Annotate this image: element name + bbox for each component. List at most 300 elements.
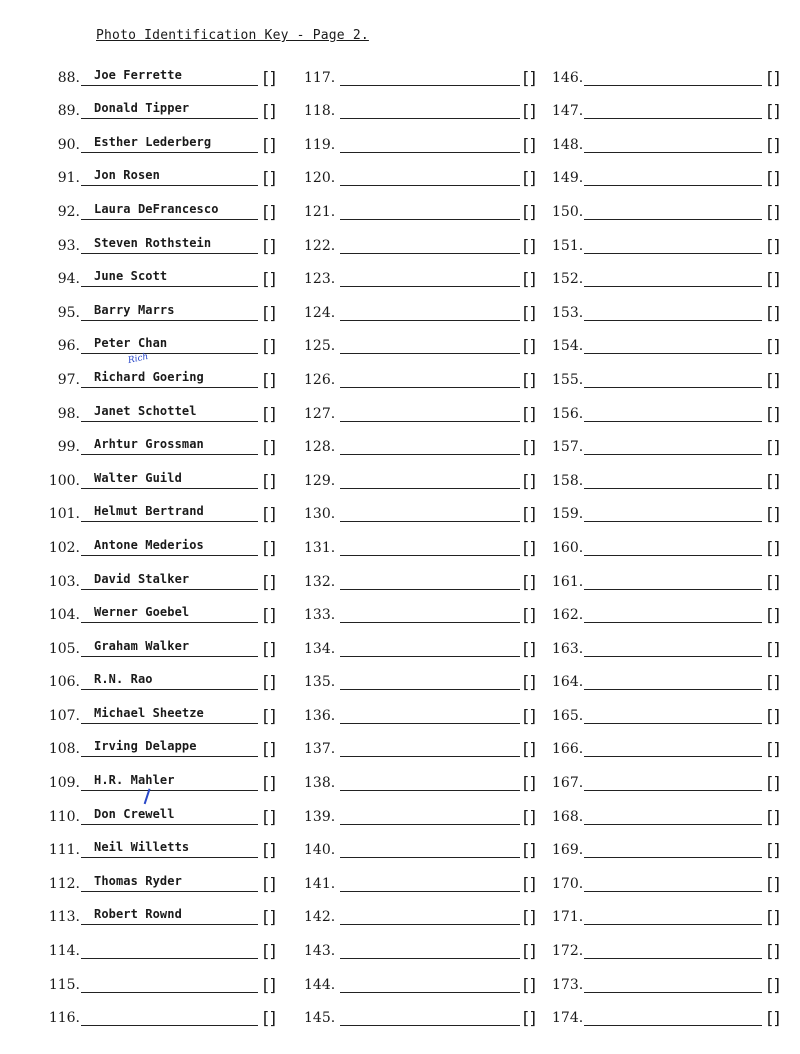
entry-number: 121.: [304, 203, 336, 220]
entry-number: 114.: [48, 943, 80, 960]
entry-number: 136.: [304, 707, 336, 724]
entry-row: [304, 58, 540, 92]
entry-number: 116.: [48, 1010, 80, 1027]
checkbox[interactable]: []: [522, 102, 536, 123]
name-underline: [340, 118, 520, 119]
checkbox[interactable]: []: [522, 908, 536, 929]
checkbox[interactable]: []: [766, 942, 780, 963]
entry-row: [304, 931, 540, 965]
checkbox[interactable]: []: [766, 774, 780, 795]
checkbox[interactable]: []: [522, 975, 536, 996]
entry-row: [304, 226, 540, 260]
checkbox[interactable]: []: [766, 337, 780, 358]
name-underline: [81, 589, 258, 590]
entry-row: [48, 763, 280, 797]
entry-number: 113.: [48, 909, 80, 926]
checkbox[interactable]: []: [262, 874, 276, 895]
checkbox[interactable]: []: [522, 471, 536, 492]
checkbox[interactable]: []: [262, 169, 276, 190]
name-underline: [584, 118, 762, 119]
entry-row: [48, 663, 280, 697]
entry-row: [304, 965, 540, 999]
checkbox[interactable]: []: [522, 337, 536, 358]
entry-number: 118.: [304, 103, 336, 120]
name-underline: [340, 185, 520, 186]
name-underline: [584, 924, 762, 925]
name-underline: [340, 85, 520, 86]
entry-name: Werner Goebel: [94, 605, 190, 620]
checkbox[interactable]: []: [262, 68, 276, 89]
checkbox[interactable]: []: [766, 202, 780, 223]
checkbox[interactable]: []: [262, 202, 276, 223]
name-underline: [81, 253, 258, 254]
name-underline: [584, 589, 762, 590]
entry-row: [48, 797, 280, 831]
entry-number: 88.: [57, 69, 80, 86]
name-underline: [584, 656, 762, 657]
entry-row: [48, 629, 280, 663]
entry-row: [48, 831, 280, 865]
entry-row: [304, 898, 540, 932]
entry-row: [552, 192, 788, 226]
checkbox[interactable]: []: [766, 370, 780, 391]
entry-row: [48, 260, 280, 294]
name-underline: [340, 824, 520, 825]
entry-name: Helmut Bertrand: [94, 504, 204, 519]
page-title: Photo Identification Key - Page 2.: [96, 28, 369, 43]
checkbox[interactable]: []: [766, 270, 780, 291]
name-underline: [340, 421, 520, 422]
name-underline: [81, 723, 258, 724]
entry-number: 89.: [57, 103, 80, 120]
checkbox[interactable]: []: [766, 404, 780, 425]
entry-row: [304, 192, 540, 226]
entry-number: 106.: [48, 674, 80, 691]
checkbox[interactable]: []: [522, 1009, 536, 1030]
checkbox[interactable]: []: [522, 807, 536, 828]
checkbox[interactable]: []: [262, 740, 276, 761]
checkbox[interactable]: []: [262, 370, 276, 391]
name-underline: [584, 286, 762, 287]
checkbox[interactable]: []: [766, 572, 780, 593]
name-underline: [340, 253, 520, 254]
checkbox[interactable]: []: [522, 673, 536, 694]
entry-row: [48, 931, 280, 965]
name-underline: [81, 454, 258, 455]
entry-name: R.N. Rao: [94, 672, 153, 687]
checkbox[interactable]: []: [766, 807, 780, 828]
name-underline: [340, 488, 520, 489]
handwritten-note: Rich: [127, 351, 150, 367]
checkbox[interactable]: []: [262, 807, 276, 828]
column-3: [552, 58, 788, 1032]
name-underline: [584, 958, 762, 959]
entry-row: [304, 730, 540, 764]
entry-row: [48, 696, 280, 730]
entry-number: 172.: [552, 943, 584, 960]
name-underline: [81, 118, 258, 119]
entry-name: Richard Goering: [94, 369, 204, 384]
checkbox[interactable]: []: [522, 169, 536, 190]
checkbox[interactable]: []: [262, 505, 276, 526]
checkbox[interactable]: []: [262, 471, 276, 492]
name-underline: [584, 185, 762, 186]
entry-number: 157.: [552, 439, 584, 456]
entry-name: Barry Marrs: [94, 302, 175, 317]
entry-number: 134.: [304, 640, 336, 657]
entry-number: 120.: [304, 170, 336, 187]
entry-row: [552, 226, 788, 260]
entry-name: Laura DeFrancesco: [94, 201, 219, 216]
entry-name: Esther Lederberg: [94, 134, 212, 149]
checkbox[interactable]: []: [522, 438, 536, 459]
entry-number: 138.: [304, 775, 336, 792]
entry-row: [304, 663, 540, 697]
checkbox[interactable]: []: [522, 774, 536, 795]
name-underline: [340, 790, 520, 791]
entry-row: [552, 696, 788, 730]
name-underline: [340, 387, 520, 388]
entry-row: [304, 327, 540, 361]
entry-row: [552, 596, 788, 630]
checkbox[interactable]: []: [262, 438, 276, 459]
checkbox[interactable]: []: [766, 975, 780, 996]
entry-row: [552, 58, 788, 92]
checkbox[interactable]: []: [262, 102, 276, 123]
entry-number: 128.: [304, 439, 336, 456]
entry-row: [552, 965, 788, 999]
checkbox[interactable]: []: [262, 639, 276, 660]
entry-row: [48, 898, 280, 932]
entry-row: [552, 159, 788, 193]
checkbox[interactable]: []: [262, 942, 276, 963]
checkbox[interactable]: []: [522, 202, 536, 223]
checkbox[interactable]: []: [766, 303, 780, 324]
entry-row: [304, 629, 540, 663]
entry-row: [48, 495, 280, 529]
entry-number: 126.: [304, 371, 336, 388]
entry-number: 110.: [48, 808, 80, 825]
entry-name: Robert Rownd: [94, 907, 182, 922]
checkbox[interactable]: []: [262, 774, 276, 795]
entry-name: Antone Mederios: [94, 537, 204, 552]
checkbox[interactable]: []: [262, 538, 276, 559]
checkbox[interactable]: []: [522, 706, 536, 727]
checkbox[interactable]: []: [522, 68, 536, 89]
entry-row: [304, 260, 540, 294]
entry-number: 146.: [552, 69, 584, 86]
entry-name: Janet Schottel: [94, 403, 197, 418]
name-underline: [584, 992, 762, 993]
checkbox[interactable]: []: [522, 236, 536, 257]
entry-name: Joe Ferrette: [94, 67, 182, 82]
entry-row: [48, 999, 280, 1033]
checkbox[interactable]: []: [766, 706, 780, 727]
name-underline: [340, 689, 520, 690]
name-underline: [584, 1025, 762, 1026]
entry-row: [552, 260, 788, 294]
entry-row: [552, 831, 788, 865]
name-underline: [81, 387, 258, 388]
name-underline: [340, 958, 520, 959]
name-underline: [81, 286, 258, 287]
entry-number: 169.: [552, 842, 584, 859]
entry-row: [552, 663, 788, 697]
checkbox[interactable]: []: [262, 236, 276, 257]
name-underline: [584, 723, 762, 724]
entry-number: 97.: [57, 371, 80, 388]
checkbox[interactable]: []: [262, 908, 276, 929]
entry-number: 143.: [304, 943, 336, 960]
entry-name: Irving Delappe: [94, 739, 197, 754]
entry-row: [304, 159, 540, 193]
name-underline: [340, 353, 520, 354]
name-underline: [81, 756, 258, 757]
entry-number: 141.: [304, 875, 336, 892]
entry-number: 108.: [48, 741, 80, 758]
name-underline: [340, 286, 520, 287]
checkbox[interactable]: []: [262, 404, 276, 425]
checkbox[interactable]: []: [766, 236, 780, 257]
entry-name: Michael Sheetze: [94, 705, 204, 720]
checkbox[interactable]: []: [766, 841, 780, 862]
name-underline: [584, 85, 762, 86]
entry-row: [48, 226, 280, 260]
checkbox[interactable]: []: [522, 505, 536, 526]
checkbox[interactable]: []: [766, 471, 780, 492]
entry-number: 107.: [48, 707, 80, 724]
entry-row: [552, 461, 788, 495]
name-underline: [81, 353, 258, 354]
checkbox[interactable]: []: [766, 908, 780, 929]
name-underline: [81, 521, 258, 522]
entry-number: 154.: [552, 338, 584, 355]
checkbox[interactable]: []: [766, 538, 780, 559]
entry-row: [552, 428, 788, 462]
checkbox[interactable]: []: [262, 135, 276, 156]
entry-row: [552, 495, 788, 529]
entry-number: 153.: [552, 304, 584, 321]
name-underline: [584, 421, 762, 422]
name-underline: [81, 958, 258, 959]
checkbox[interactable]: []: [766, 606, 780, 627]
entry-row: [48, 965, 280, 999]
checkbox[interactable]: []: [766, 169, 780, 190]
name-underline: [584, 387, 762, 388]
checkbox[interactable]: []: [522, 135, 536, 156]
entry-row: [304, 495, 540, 529]
name-underline: [584, 622, 762, 623]
entry-name: H.R. Mahler: [94, 773, 175, 788]
entry-number: 112.: [48, 875, 80, 892]
entry-row: [552, 327, 788, 361]
name-underline: [584, 521, 762, 522]
entry-number: 102.: [48, 539, 80, 556]
checkbox[interactable]: []: [522, 370, 536, 391]
entry-name: Arhtur Grossman: [94, 437, 204, 452]
entry-number: 155.: [552, 371, 584, 388]
entry-number: 119.: [304, 136, 336, 153]
name-underline: [584, 891, 762, 892]
checkbox[interactable]: []: [262, 706, 276, 727]
name-underline: [584, 790, 762, 791]
name-underline: [81, 320, 258, 321]
name-underline: [81, 152, 258, 153]
entry-number: 149.: [552, 170, 584, 187]
entry-number: 166.: [552, 741, 584, 758]
entry-number: 147.: [552, 103, 584, 120]
entry-row: [48, 159, 280, 193]
entry-row: [48, 125, 280, 159]
entry-row: [552, 797, 788, 831]
checkbox[interactable]: []: [522, 572, 536, 593]
entry-row: [304, 528, 540, 562]
entry-row: [48, 864, 280, 898]
entry-number: 160.: [552, 539, 584, 556]
entry-row: [552, 730, 788, 764]
name-underline: [81, 1025, 258, 1026]
checkbox[interactable]: []: [766, 673, 780, 694]
entry-number: 96.: [57, 338, 80, 355]
checkbox[interactable]: []: [766, 438, 780, 459]
checkbox[interactable]: []: [262, 975, 276, 996]
entry-number: 115.: [48, 976, 80, 993]
checkbox[interactable]: []: [262, 841, 276, 862]
entry-number: 122.: [304, 237, 336, 254]
entry-number: 174.: [552, 1010, 584, 1027]
entry-number: 95.: [57, 304, 80, 321]
entry-row: [48, 461, 280, 495]
checkbox[interactable]: []: [766, 102, 780, 123]
checkbox[interactable]: []: [766, 68, 780, 89]
entry-row: [48, 428, 280, 462]
entry-number: 100.: [48, 472, 80, 489]
name-underline: [81, 689, 258, 690]
checkbox[interactable]: []: [522, 270, 536, 291]
name-underline: [340, 219, 520, 220]
checkbox[interactable]: []: [262, 572, 276, 593]
entry-number: 168.: [552, 808, 584, 825]
entry-row: [552, 394, 788, 428]
entry-row: [552, 629, 788, 663]
entry-row: [48, 293, 280, 327]
entry-number: 162.: [552, 607, 584, 624]
checkbox[interactable]: []: [766, 874, 780, 895]
entry-row: [304, 461, 540, 495]
entry-name: Jon Rosen: [94, 168, 160, 183]
entry-number: 132.: [304, 573, 336, 590]
name-underline: [584, 689, 762, 690]
entry-row: [48, 730, 280, 764]
name-underline: [584, 824, 762, 825]
name-underline: [340, 454, 520, 455]
name-underline: [584, 152, 762, 153]
checkbox[interactable]: []: [262, 1009, 276, 1030]
entry-number: 101.: [48, 506, 80, 523]
checkbox[interactable]: []: [522, 606, 536, 627]
checkbox[interactable]: []: [522, 874, 536, 895]
entry-row: [48, 596, 280, 630]
checkbox[interactable]: []: [262, 337, 276, 358]
entry-number: 130.: [304, 506, 336, 523]
checkbox[interactable]: []: [262, 673, 276, 694]
name-underline: [584, 219, 762, 220]
checkbox[interactable]: []: [522, 841, 536, 862]
entry-row: [552, 931, 788, 965]
entry-number: 170.: [552, 875, 584, 892]
entry-row: [552, 562, 788, 596]
entry-number: 104.: [48, 607, 80, 624]
name-underline: [340, 622, 520, 623]
checkbox[interactable]: []: [766, 740, 780, 761]
checkbox[interactable]: []: [766, 505, 780, 526]
checkbox[interactable]: []: [766, 639, 780, 660]
checkbox[interactable]: []: [766, 1009, 780, 1030]
entry-number: 127.: [304, 405, 336, 422]
entry-row: [48, 92, 280, 126]
entry-number: 99.: [57, 439, 80, 456]
entry-number: 137.: [304, 741, 336, 758]
name-underline: [340, 857, 520, 858]
checkbox[interactable]: []: [766, 135, 780, 156]
entry-number: 129.: [304, 472, 336, 489]
name-underline: [340, 1025, 520, 1026]
entry-number: 158.: [552, 472, 584, 489]
entry-number: 109.: [48, 775, 80, 792]
entry-row: [304, 360, 540, 394]
name-underline: [81, 891, 258, 892]
checkbox[interactable]: []: [522, 740, 536, 761]
checkbox[interactable]: []: [522, 942, 536, 963]
name-underline: [81, 656, 258, 657]
name-underline: [81, 622, 258, 623]
checkbox[interactable]: []: [522, 404, 536, 425]
checkbox[interactable]: []: [522, 639, 536, 660]
checkbox[interactable]: []: [262, 606, 276, 627]
name-underline: [340, 756, 520, 757]
column-2: [304, 58, 540, 1032]
entry-number: 92.: [57, 203, 80, 220]
checkbox[interactable]: []: [262, 270, 276, 291]
name-underline: [81, 85, 258, 86]
entry-name: Walter Guild: [94, 470, 182, 485]
entry-number: 133.: [304, 607, 336, 624]
name-underline: [81, 790, 258, 791]
entry-row: [552, 360, 788, 394]
entry-number: 171.: [552, 909, 584, 926]
checkbox[interactable]: []: [522, 303, 536, 324]
entry-name: David Stalker: [94, 571, 190, 586]
entry-number: 150.: [552, 203, 584, 220]
entry-number: 139.: [304, 808, 336, 825]
checkbox[interactable]: []: [522, 538, 536, 559]
entry-row: [48, 327, 280, 361]
name-underline: [584, 454, 762, 455]
entry-number: 93.: [57, 237, 80, 254]
checkbox[interactable]: []: [262, 303, 276, 324]
entry-number: 94.: [57, 271, 80, 288]
entry-name: Don Crewell: [94, 806, 175, 821]
entry-number: 140.: [304, 842, 336, 859]
entry-number: 148.: [552, 136, 584, 153]
name-underline: [81, 488, 258, 489]
entry-row: [48, 562, 280, 596]
name-underline: [340, 924, 520, 925]
entry-number: 124.: [304, 304, 336, 321]
entry-row: [304, 596, 540, 630]
entry-number: 135.: [304, 674, 336, 691]
entry-name: Thomas Ryder: [94, 873, 182, 888]
